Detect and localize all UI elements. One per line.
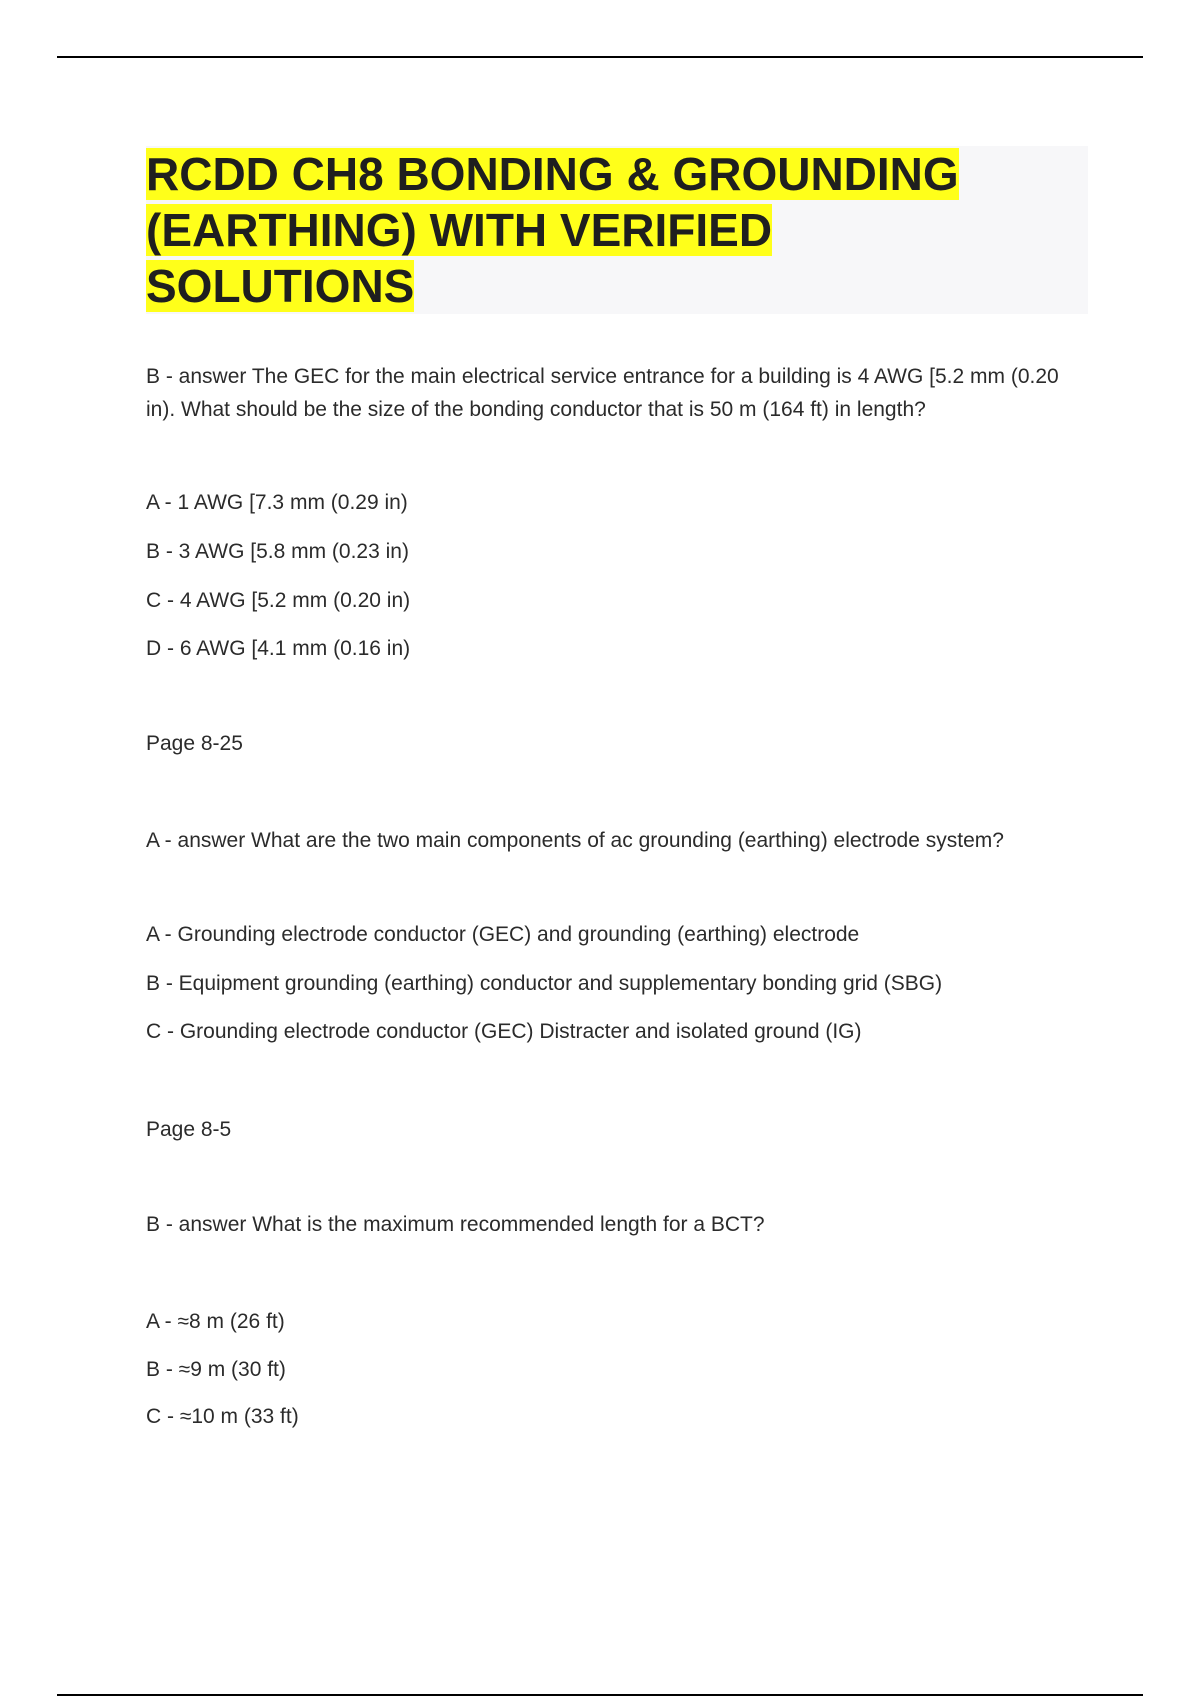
question-3-option-b: B - ≈9 m (30 ft) [146, 1358, 286, 1381]
question-3-option-a: A - ≈8 m (26 ft) [146, 1310, 285, 1333]
question-3-option-c: C - ≈10 m (33 ft) [146, 1405, 299, 1428]
question-1-option-d: D - 6 AWG [4.1 mm (0.16 in) [146, 637, 411, 660]
document-title: RCDD CH8 BONDING & GROUNDING (EARTHING) WITH VERIFIED SOLUTIONS [146, 148, 959, 312]
question-1-option-b: B - 3 AWG [5.8 mm (0.23 in) [146, 540, 409, 563]
question-1-option-c: C - 4 AWG [5.2 mm (0.20 in) [146, 589, 411, 612]
question-3-stem: B - answer What is the maximum recommended length for a BCT? [146, 1213, 765, 1236]
top-rule [57, 56, 1143, 58]
question-2-option-c: C - Grounding electrode conductor (GEC) Distracter and isolated ground (IG) [146, 1020, 862, 1043]
question-2-option-b: B - Equipment grounding (earthing) conductor and supplementary bonding grid (SBG) [146, 972, 943, 995]
title-block [146, 146, 1088, 314]
question-2-page-ref: Page 8-5 [146, 1118, 232, 1141]
question-2-option-a: A - Grounding electrode conductor (GEC) and grounding (earthing) electrode [146, 923, 860, 946]
question-1-option-a: A - 1 AWG [7.3 mm (0.29 in) [146, 491, 408, 514]
question-1-page-ref: Page 8-25 [146, 732, 243, 755]
question-2-stem: A - answer What are the two main components of ac grounding (earthing) electrode system? [146, 829, 1004, 852]
bottom-rule [57, 1694, 1143, 1696]
question-1-stem: B - answer The GEC for the main electrical service entrance for a building is 4 AWG [5.2 mm (0.20 in). What should be the size of the bonding conductor that is 50 m (164 ft) in length? [146, 365, 1059, 421]
